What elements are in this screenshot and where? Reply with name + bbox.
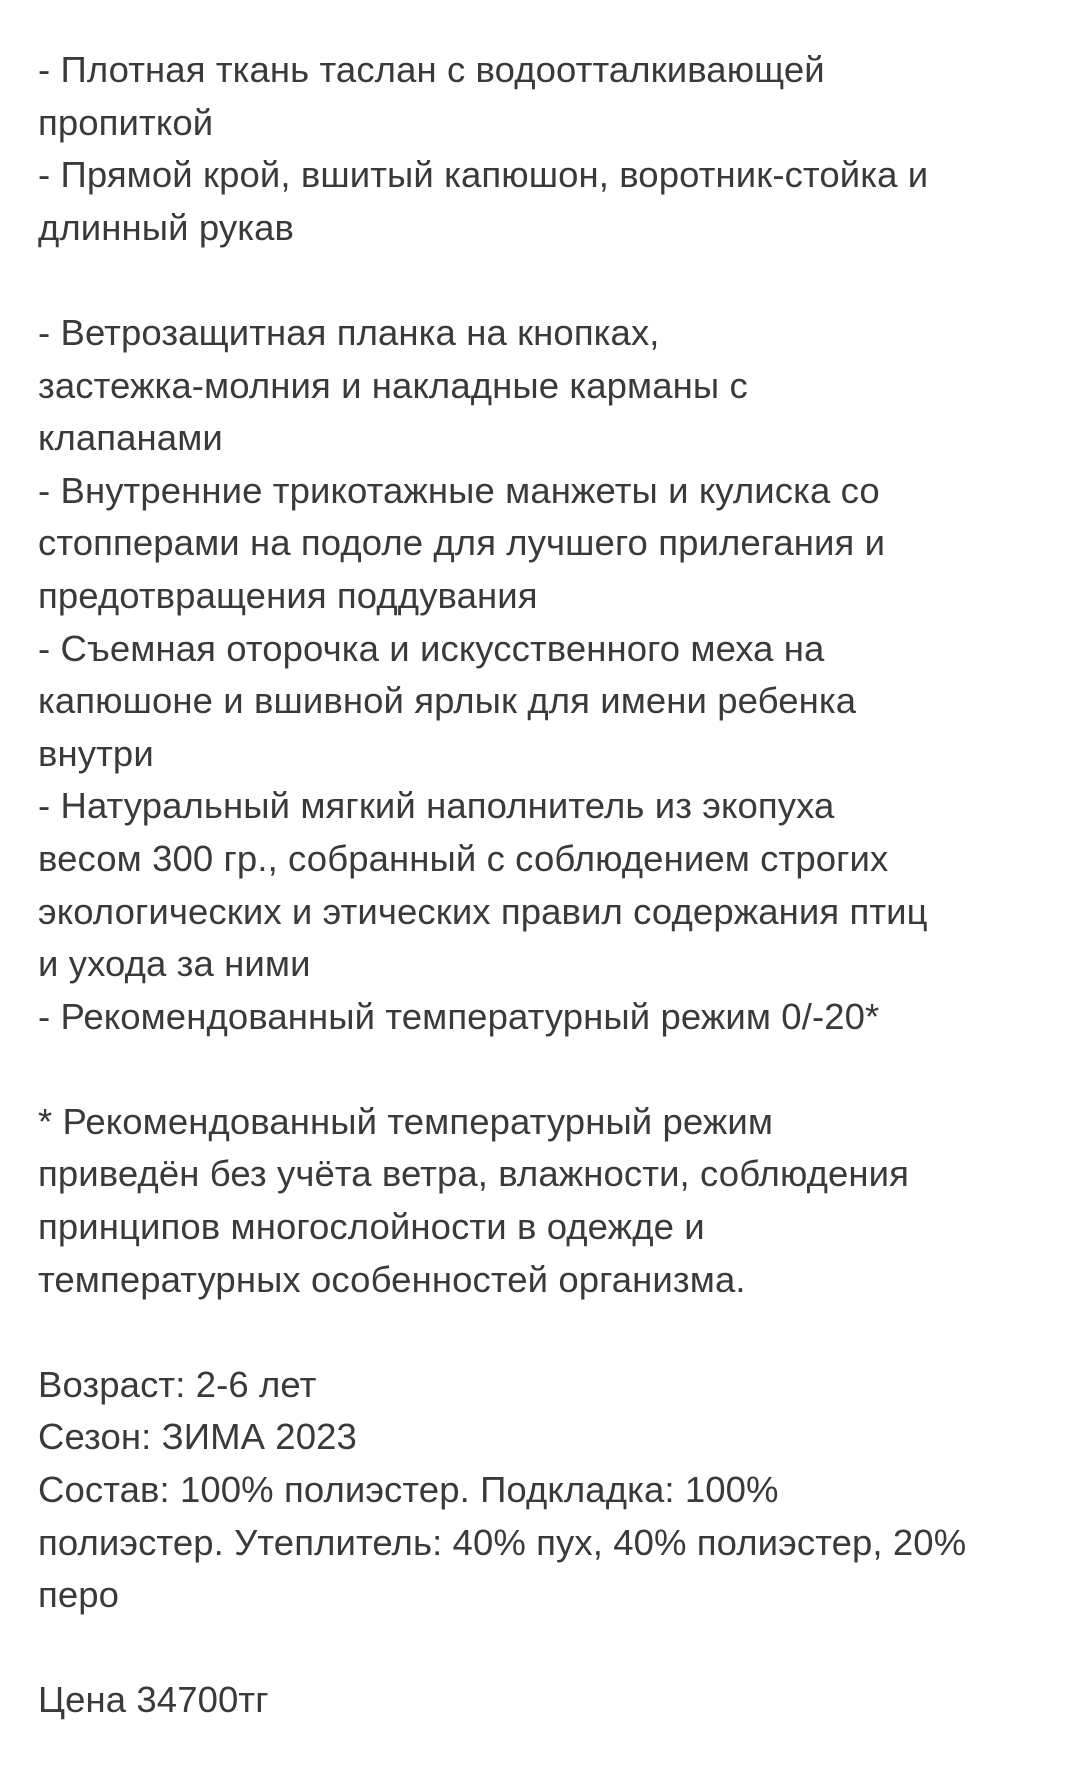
blank-line xyxy=(38,1043,1048,1096)
text-line: длинный рукав xyxy=(38,206,294,248)
blank-line xyxy=(38,254,1048,307)
text-line: предотвращения поддувания xyxy=(38,574,538,616)
text-line: приведён без учёта ветра, влажности, соблюдения xyxy=(38,1153,910,1195)
blank-line xyxy=(38,1622,1048,1675)
text-line: и ухода за ними xyxy=(38,943,311,985)
text-line: принципов многослойности в одежде и xyxy=(38,1206,705,1248)
text-line: - Натуральный мягкий наполнитель из экопуха xyxy=(38,785,835,827)
text-line: полиэстер. Утеплитель: 40% пух, 40% полиэстер, 20% xyxy=(38,1521,967,1563)
text-line: Сезон: ЗИМА 2023 xyxy=(38,1416,357,1458)
blank-line xyxy=(38,1306,1048,1359)
product-description-text xyxy=(38,44,1048,1727)
price-line: Цена 34700тг xyxy=(38,1679,269,1721)
text-line: Состав: 100% полиэстер. Подкладка: 100% xyxy=(38,1469,779,1511)
text-line: клапанами xyxy=(38,417,223,459)
text-line: застежка-молния и накладные карманы с xyxy=(38,364,748,406)
text-line: - Внутренние трикотажные манжеты и кулиска со xyxy=(38,469,880,511)
text-line: температурных особенностей организма. xyxy=(38,1258,746,1300)
text-line: весом 300 гр., собранный с соблюдением строгих xyxy=(38,837,889,879)
text-line: - Ветрозащитная планка на кнопках, xyxy=(38,311,660,353)
text-line: Возраст: 2-6 лет xyxy=(38,1363,317,1405)
text-line: пропиткой xyxy=(38,101,214,143)
text-line: экологических и этических правил содержания птиц xyxy=(38,890,928,932)
text-line: - Прямой крой, вшитый капюшон, воротник-стойка и xyxy=(38,154,929,196)
text-line: стопперами на подоле для лучшего прилегания и xyxy=(38,522,886,564)
text-line: * Рекомендованный температурный режим xyxy=(38,1100,774,1142)
text-line: - Рекомендованный температурный режим 0/-20* xyxy=(38,995,880,1037)
text-line: внутри xyxy=(38,732,154,774)
text-line: - Плотная ткань таслан с водоотталкивающей xyxy=(38,49,825,90)
text-line: - Съемная оторочка и искусственного меха на xyxy=(38,627,825,669)
text-line: перо xyxy=(38,1574,120,1616)
text-line: капюшоне и вшивной ярлык для имени ребенка xyxy=(38,680,857,722)
